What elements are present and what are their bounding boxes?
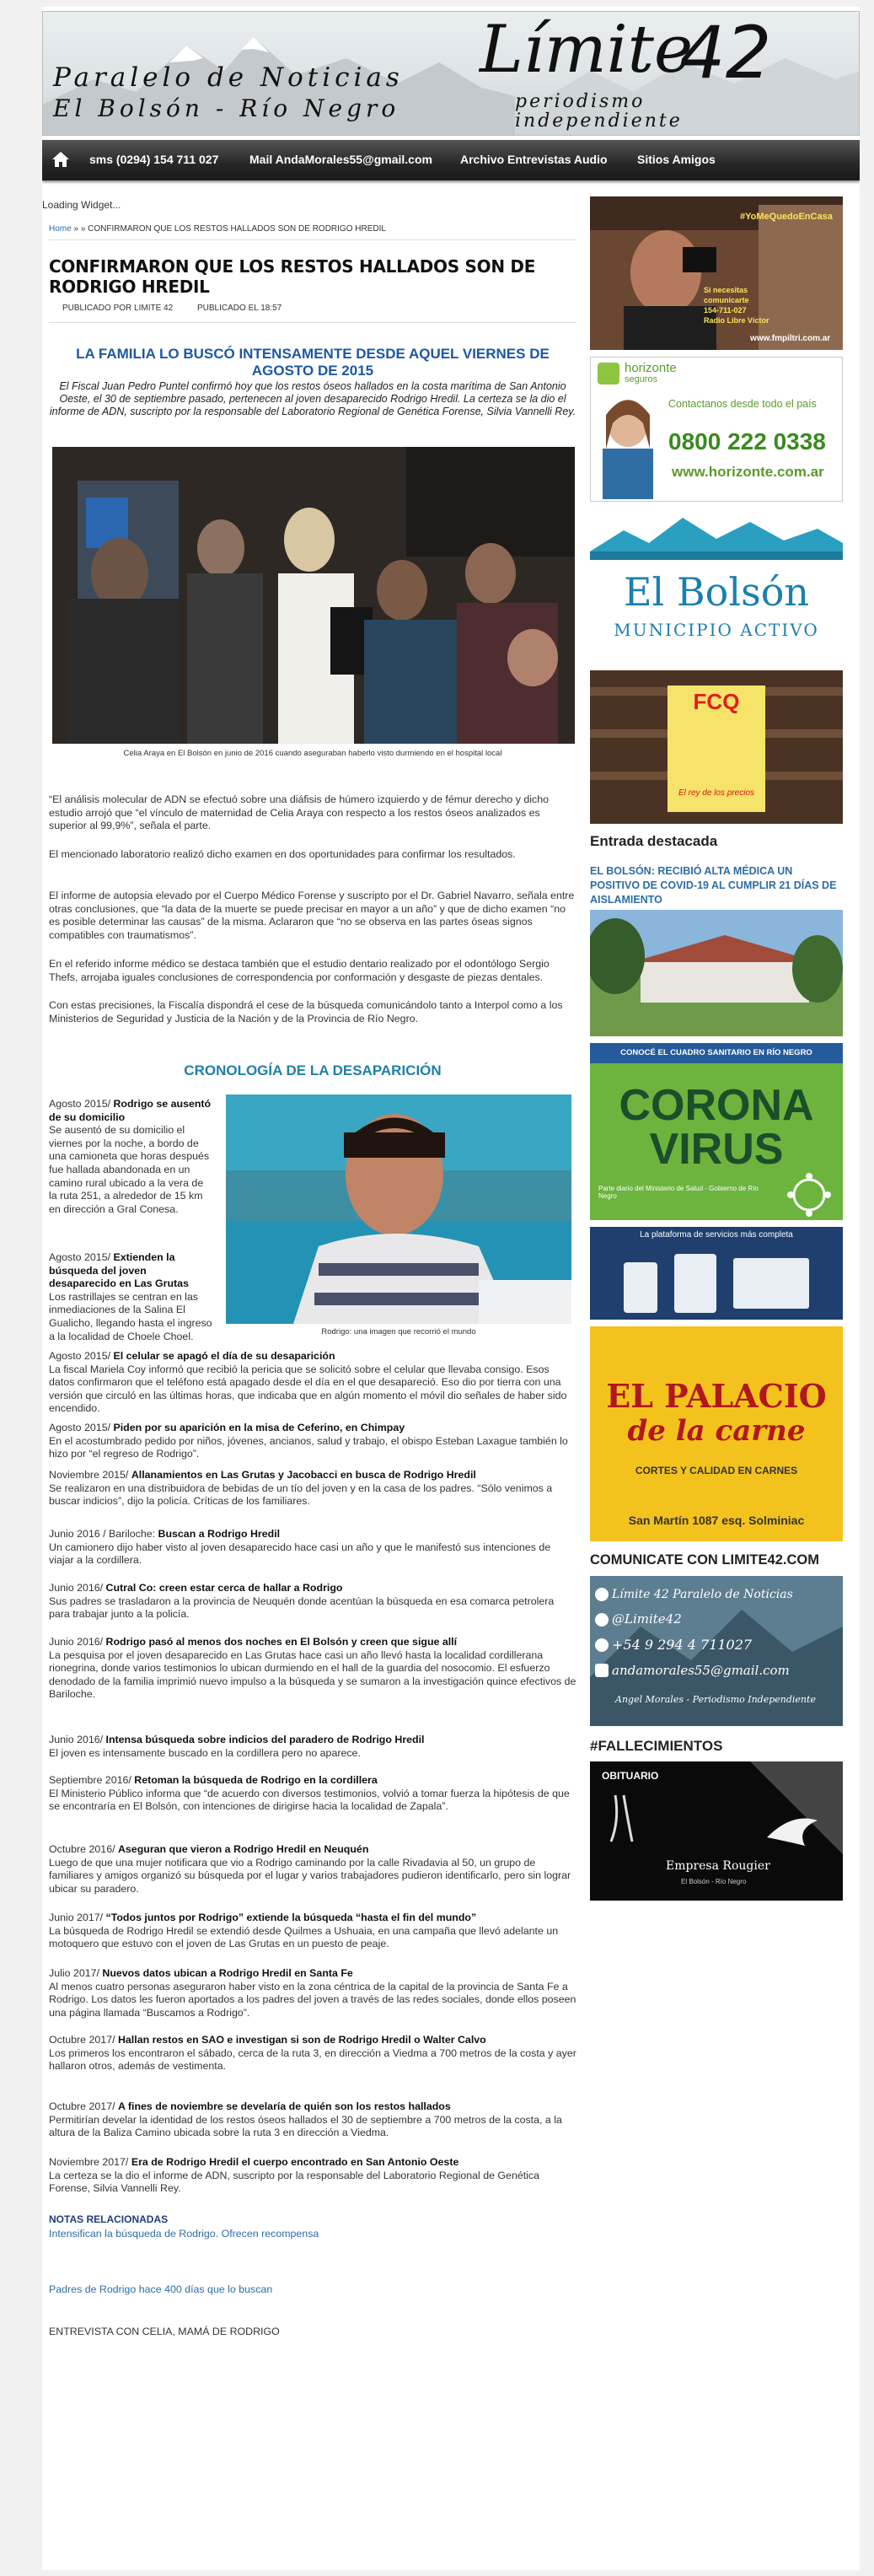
timeline-date: Junio 2016/ <box>49 1734 106 1745</box>
breadcrumb <box>49 224 386 234</box>
timeline-headline: El celular se apagó el día de su desaparición <box>113 1350 335 1362</box>
photo-caption: Celia Araya en El Bolsón en junio de 2016 cuando aseguraban haberlo visto durmiendo en el hospital local <box>123 749 502 758</box>
ad-radio-url: www.fmpiltri.com.ar <box>750 334 831 343</box>
ad-coronavirus-word1: CORONA <box>619 1081 814 1130</box>
article-date: PUBLICADO EL 18:57 <box>197 304 282 313</box>
timeline-date: Agosto 2015/ <box>49 1422 114 1433</box>
obituary-title: OBITUARIO <box>602 1770 659 1782</box>
ad-coronavirus-word2: VIRUS <box>649 1125 784 1174</box>
ad-radio-line4: 154-711-027 <box>704 306 747 315</box>
timeline-entry <box>49 1636 576 1702</box>
crowd-photo <box>52 447 575 744</box>
mail-icon <box>595 1664 609 1677</box>
mountain-logo-icon <box>590 514 843 564</box>
divider <box>49 239 576 240</box>
timeline-date: Noviembre 2015/ <box>49 1469 131 1481</box>
photo-rodrigo <box>226 1094 571 1324</box>
ad-palacio-carne[interactable] <box>590 1326 843 1541</box>
ad-radio-line3: comunicarte <box>704 296 749 304</box>
woman-with-phone-image <box>594 390 662 499</box>
ad-horizonte[interactable] <box>590 357 843 502</box>
paragraph: El mencionado laboratorio realizó dicho examen en dos oportunidades para confirmar los resultados. <box>49 848 516 860</box>
contact-mail: andamorales55@gmail.com <box>612 1663 790 1678</box>
divider <box>49 322 576 323</box>
ad-el-bolson[interactable] <box>590 510 843 664</box>
timeline-entry <box>49 1528 576 1568</box>
virus-icon <box>784 1170 834 1220</box>
ad-palacio-address: San Martín 1087 esq. Solminiac <box>628 1514 805 1527</box>
timeline-headline: Cutral Co: creen estar cerca de hallar a Rodrigo <box>105 1582 343 1594</box>
ad-horizonte-line: Contactanos desde todo el país <box>668 398 817 410</box>
timeline-headline: Era de Rodrigo Hredil el cuerpo encontrado en San Antonio Oeste <box>131 2156 459 2168</box>
section-heading: CRONOLOGÍA DE LA DESAPARICIÓN <box>184 1062 442 1078</box>
ad-coronavirus-top: CONOCÉ EL CUADRO SANITARIO EN RÍO NEGRO <box>620 1048 812 1057</box>
paragraph: “El análisis molecular de ADN se efectuó sobre una diáfisis de húmero izquierdo y de fémur derecho y dicho estudio arrojó que “el vínculo de maternidad de Celia Araya con respecto a los restos óseos analizados es superior al 99,9%”, señala el parte. <box>49 793 549 832</box>
timeline-headline: Extienden la búsqueda del joven desaparecido en Las Grutas <box>49 1251 189 1290</box>
ad-horizonte-brand: horizonte <box>625 361 677 375</box>
timeline-entry <box>49 2034 576 2073</box>
breadcrumb-home-link[interactable]: Home <box>49 224 72 234</box>
contact-facebook: Límite 42 Paralelo de Noticias <box>612 1588 793 1601</box>
featured-link[interactable]: EL BOLSÓN: RECIBIÓ ALTA MÉDICA UN POSITIVO DE COVID-19 AL CUMPLIR 21 DÍAS DE AISLAMIENTO <box>590 865 837 906</box>
ad-radio[interactable] <box>590 196 843 350</box>
ad-palacio-line3: CORTES Y CALIDAD EN CARNES <box>635 1465 798 1476</box>
timeline-date: Octubre 2017/ <box>49 2034 118 2046</box>
ad-fcq-logo: FCQ <box>693 689 740 714</box>
home-icon[interactable] <box>51 149 71 169</box>
timeline-entry <box>49 1350 576 1416</box>
ad-fcq[interactable] <box>590 670 843 824</box>
ad-radio-line5: Radio Libre Víctor <box>704 316 769 325</box>
facebook-icon <box>595 1588 609 1601</box>
ad-el-bolson-name: El Bolsón <box>623 569 810 615</box>
ad-horizonte-url: www.horizonte.com.ar <box>672 464 824 480</box>
timeline-body: Luego de que una mujer notificara que vio a Rodrigo caminando por la calle Rivadavia al 50, un grupo de familiares y amigos organizó su búsqueda por el lugar y varios trabajadores pudieron identificarlo, pero sin lograr ubicar su paradero. <box>49 1856 571 1895</box>
obituary-company: Empresa Rougier <box>666 1859 770 1873</box>
header-line-1: Paralelo de Noticias <box>53 62 404 93</box>
ad-coronavirus-sub: Parte diario del Ministerio de Salud - Gobierno de Río Negro <box>598 1185 759 1200</box>
timeline-date: Noviembre 2017/ <box>49 2156 131 2168</box>
timeline-body: Se realizaron en una distribuidora de bebidas de un tío del joven y en la casa de los padres. “Sólo venimos a buscar indicios”, dijo la policía. Críticas de los familiares. <box>49 1482 553 1508</box>
contact-signature: Angel Morales - Periodismo Independiente <box>615 1694 816 1705</box>
timeline-headline: Allanamientos en Las Grutas y Jacobacci en busca de Rodrigo Hredil <box>131 1469 476 1481</box>
timeline-body: El Ministerio Público informa que “de acuerdo con diversos testimonios, volvió a tomar fuerza la hipótesis de que se encontraría en El Bolsón, con intenciones de dirigirse hacia la localidad de Zapala”. <box>49 1787 570 1813</box>
contact-whatsapp: +54 9 294 4 711027 <box>612 1637 753 1653</box>
breadcrumb-separator: » <box>73 224 79 234</box>
contact-heading: COMUNICATE CON LIMITE42.COM <box>590 1552 819 1568</box>
hospital-photo <box>590 910 843 1036</box>
ad-coronavirus[interactable] <box>590 1043 843 1220</box>
page <box>42 7 860 2570</box>
portrait-photo <box>226 1094 571 1324</box>
related-link[interactable]: Padres de Rodrigo hace 400 días que lo buscan <box>49 2283 273 2295</box>
timeline-headline: Buscan a Rodrigo Hredil <box>158 1528 281 1540</box>
header-tagline-2: independiente <box>515 110 683 132</box>
ad-palacio-line2: de la carne <box>627 1414 806 1448</box>
ad-radio-line2: Si necesitas <box>704 286 748 294</box>
timeline-entry <box>49 1734 576 1760</box>
horizonte-logo-icon <box>598 363 619 385</box>
timeline-body: Un camionero dijo haber visto al joven desaparecido hace casi un año y que le manifestó sus intenciones de viajar a la cordillera. <box>49 1541 551 1567</box>
timeline-entry <box>49 1469 576 1508</box>
timeline-entry <box>49 1967 576 2019</box>
loading-widget-text: Loading Widget... <box>42 199 121 211</box>
header-line-2: El Bolsón - Río Negro <box>53 94 400 122</box>
timeline-headline: Retoman la búsqueda de Rodrigo en la cordillera <box>134 1774 378 1786</box>
timeline-date: Agosto 2015/ <box>49 1350 114 1362</box>
fallecimientos-heading: #FALLECIMIENTOS <box>590 1738 723 1754</box>
nav-item-sms[interactable]: sms (0294) 154 711 027 <box>89 153 219 166</box>
ad-fcq-tagline: El rey de los precios <box>678 788 755 798</box>
timeline-body: La certeza se la dio el informe de ADN, suscripto por la responsable del Laboratorio Regional de Genética Forense, Silvia Vannelli Rey. <box>49 2169 540 2195</box>
timeline-body: En el acostumbrado pedido por niños, jóvenes, ancianos, salud y trabajo, el obispo Esteban Laxague también lo hizo por “el regreso de Rodrigo”. <box>49 1434 568 1460</box>
timeline-entry <box>49 1251 213 1343</box>
timeline-date: Octubre 2017/ <box>49 2100 118 2112</box>
related-notes-heading: NOTAS RELACIONADAS <box>49 2213 169 2225</box>
timeline-date: Octubre 2016/ <box>49 1843 118 1855</box>
timeline-date: Junio 2016/ <box>49 1636 106 1648</box>
timeline-body: El joven es intensamente buscado en la cordillera pero no aparece. <box>49 1746 361 1759</box>
ad-horizonte-brand-sub: seguros <box>625 374 658 385</box>
paragraph: En el referido informe médico se destaca también que el estudio dentario realizado por el odontólogo Sergio Thefs, arrojaba iguales conclusiones de correspondencia por conformación y desgaste de piezas dentales. <box>49 958 550 983</box>
ad-horizonte-phone: 0800 222 0338 <box>668 428 826 454</box>
contact-twitter: @Limite42 <box>612 1611 682 1627</box>
footer-line: ENTREVISTA CON CELIA, MAMÁ DE RODRIGO <box>49 2326 280 2337</box>
timeline-body: Permitirían develar la identidad de los restos óseos hallados el 30 de septiembre a 700 metros de la costa, a la altura de la Baliza Camino ubicada sobre la ruta 3 en dirección a Viedma. <box>49 2113 562 2139</box>
whatsapp-icon <box>595 1638 609 1652</box>
timeline-date: Julio 2017/ <box>49 1967 103 1979</box>
ad-palacio-line1: EL PALACIO <box>606 1377 827 1415</box>
ad-radio-line1: #YoMeQuedoEnCasa <box>740 212 833 222</box>
timeline-body: Sus padres se trasladaron a la provincia de Neuquén donde acentúan la búsqueda en esa comarca petrolera para trabajar junto a la policía. <box>49 1595 555 1621</box>
timeline-headline: Aseguran que vieron a Rodrigo Hredil en Neuquén <box>117 1843 369 1855</box>
obituary-card[interactable] <box>590 1761 843 1901</box>
paragraph: Con estas precisiones, la Fiscalía dispondrá el cese de la búsqueda comunicándolo tanto a Interpol como a los Ministerios de Seguridad y Justicia de la Nación y de la Provincia de Río Negro. <box>49 999 563 1024</box>
header-tagline-1: periodismo <box>515 91 646 112</box>
timeline-headline: Piden por su aparición en la misa de Ceferino, en Chimpay <box>113 1422 405 1433</box>
timeline-headline: Rodrigo pasó al menos dos noches en El Bolsón y creen que sigue allí <box>105 1636 458 1648</box>
breadcrumb-separator-2: » <box>80 224 86 234</box>
timeline-body: La pesquisa por el joven desaparecido en Las Grutas hace casi un año llevó hasta la localidad cordillerana rionegrina, donde varios testimonios lo ubican durmiendo en el hall de la guardia del nosocomio. El esfuerzo denodado de la familia imprimió nuevo impulso a la búsqueda y se sumaron a la investigación quince efectivos de Bariloche. <box>49 1648 576 1701</box>
timeline-headline: Intensa búsqueda sobre indicios del paradero de Rodrigo Hredil <box>105 1734 425 1745</box>
timeline-entry <box>49 1774 576 1814</box>
article-title: CONFIRMARON QUE LOS RESTOS HALLADOS SON DE RODRIGO HREDIL <box>49 256 536 297</box>
timeline-entry <box>49 2100 576 2140</box>
featured-heading: Entrada destacada <box>590 833 718 849</box>
contact-card[interactable] <box>590 1576 843 1726</box>
timeline-body: Los primeros los encontraron el sábado, cerca de la ruta 3, en dirección a Viedma a 700 metros de la costa y ayer hallaron otros, además de vestimenta. <box>49 2046 576 2073</box>
timeline-date: Agosto 2015/ <box>49 1098 114 1110</box>
devices-image <box>590 1245 843 1320</box>
timeline-entry <box>49 1098 213 1216</box>
timeline-date: Junio 2017/ <box>49 1912 106 1923</box>
timeline-entry <box>49 1422 576 1461</box>
timeline-entry <box>49 1843 576 1896</box>
breadcrumb-current: CONFIRMARON QUE LOS RESTOS HALLADOS SON DE RODRIGO HREDIL <box>88 224 386 234</box>
timeline-body: Se ausentó de su domicilio el viernes por la noche, a bordo de una camioneta que horas después fue hallada abandonada en un camino rural ubicado a la vera de la ruta 251, a alrededor de 15 km en dirección a Gral Conesa. <box>49 1124 210 1215</box>
timeline-body: La búsqueda de Rodrigo Hredil se extendió desde Quilmes a Ushuaia, en una campaña que llevó adelante un motoquero que estuvo con el joven de Las Grutas en un puesto de peaje. <box>49 1924 559 1950</box>
header-brand: Límite <box>480 12 694 88</box>
timeline-headline: Rodrigo se ausentó de su domicilio <box>49 1098 212 1123</box>
nav-item-mail[interactable]: Mail AndaMorales55@gmail.com <box>249 153 432 166</box>
main-nav <box>42 140 860 180</box>
timeline-date: Agosto 2015/ <box>49 1251 114 1263</box>
timeline-date: Junio 2016/ <box>49 1582 106 1594</box>
timeline-headline: Hallan restos en SAO e investigan si son de Rodrigo Hredil o Walter Calvo <box>117 2034 486 2046</box>
timeline-entry <box>49 1912 576 1951</box>
timeline-body: Al menos cuatro personas aseguraron haber visto en la zona céntrica de la capital de la provincia de Santa Fe a Rodrigo. Los datos les fueron aportados a los padres del joven a través de las redes sociales, donde ellos poseen una página llamada “Buscamos a Rodrigo”. <box>49 1980 576 2019</box>
timeline-date: Septiembre 2016/ <box>49 1774 135 1786</box>
ad-platform[interactable] <box>590 1227 843 1320</box>
timeline-date: Junio 2016 / Bariloche: <box>49 1528 158 1540</box>
article-subtitle: LA FAMILIA LO BUSCÓ INTENSAMENTE DESDE AQUEL VIERNES DE AGOSTO DE 2015 <box>76 346 550 379</box>
timeline-headline: “Todos juntos por Rodrigo” extiende la búsqueda “hasta el fin del mundo” <box>105 1912 477 1923</box>
timeline-body: La fiscal Mariela Coy informó que recibió la pericia que se solicitó sobre el celular que llevaba consigo. Esos datos confirmaron que el teléfono está apagado desde el día en el que desapareció. Eso dio por tierra con una versión que circuló en las últimas horas, que indicaba que en algún momento el móvil dio señales de haber sido encendido. <box>49 1363 567 1415</box>
article-lead: El Fiscal Juan Pedro Puntel confirmó hoy que los restos óseos hallados en la costa marítima de San Antonio Oeste, el 30 de septiembre pasado, pertenecen al joven desaparecido Rodrigo Hredil. La certeza se la dio el informe de ADN, suscripto por la responsable del Laboratorio Regional de Genética Forense, Silvia Vannelli Rey. <box>49 380 576 417</box>
timeline-headline: Nuevos datos ubican a Rodrigo Hredil en Santa Fe <box>102 1967 353 1979</box>
featured-image[interactable] <box>590 910 843 1036</box>
article-author: PUBLICADO POR LIMITE 42 <box>62 304 174 313</box>
site-header-banner[interactable] <box>42 11 860 136</box>
ad-platform-text: La plataforma de servicios más completa <box>640 1230 793 1240</box>
timeline-entry <box>49 2156 576 2196</box>
ad-el-bolson-sub: MUNICIPIO ACTIVO <box>614 620 819 640</box>
photo-caption: Rodrigo: una imagen que recorrió el mundo <box>321 1327 476 1336</box>
related-link[interactable]: Intensifican la búsqueda de Rodrigo. Ofrecen recompensa <box>49 2228 319 2240</box>
timeline-entry <box>49 1582 576 1621</box>
timeline-headline: A fines de noviembre se develaría de quién son los restos hallados <box>117 2100 451 2112</box>
paragraph: El informe de autopsia elevado por el Cuerpo Médico Forense y suscripto por el Dr. Gabriel Navarro, señala entre otras conclusiones, que “la data de la muerte se puede precisar en mayor a un año” y que de dicho examen “no es posible determinar las causas” de la misma. Aclararon que “no se observa en las partes óseas signos compatibles con traumatismos”. <box>49 890 575 941</box>
timeline-body: Los rastrillajes se centran en las inmediaciones de la Salina El Gualicho, llegando hasta el ingreso a la localidad de Choele Choel. <box>49 1290 212 1342</box>
header-brand-number: 42 <box>679 11 772 95</box>
photo-celia-araya <box>52 447 575 744</box>
nav-item-sitios[interactable]: Sitios Amigos <box>637 153 716 166</box>
obituary-sub: El Bolsón - Río Negro <box>681 1878 747 1885</box>
twitter-icon <box>595 1613 609 1627</box>
nav-item-archivo[interactable]: Archivo Entrevistas Audio <box>460 153 608 166</box>
